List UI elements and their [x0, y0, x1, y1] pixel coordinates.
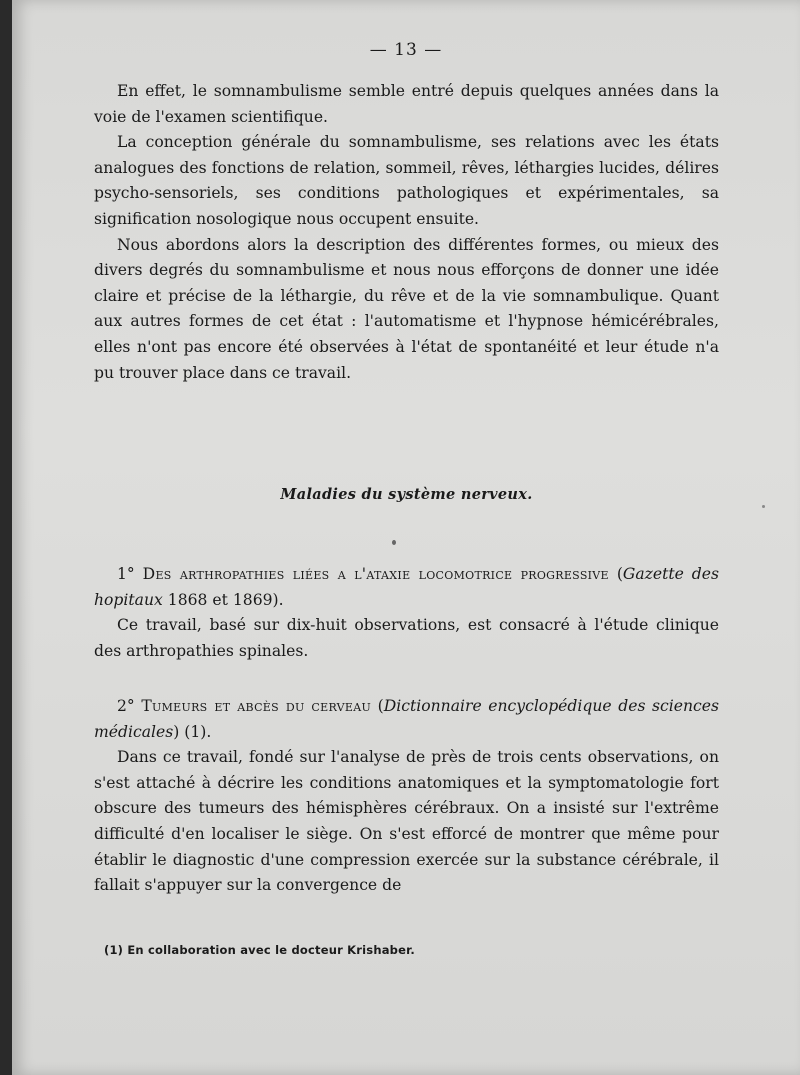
entry-source-paren: (	[616, 565, 623, 583]
entry-number: 2°	[117, 697, 135, 715]
entry-title: Des arthropathies liées a l'ataxie locomotrice progressive	[142, 565, 609, 583]
section-heading: Maladies du système nerveux.	[280, 486, 533, 503]
paragraph-formes: Nous abordons alors la description des différentes formes, ou mieux des divers degrés du somnambulisme et nous nous efforçons de donner une idée claire et précise de la léthargie, du rêve et de la vie somnambulique. Quant aux autres formes de cet état : l'automatisme et l'hypnose hémicérébrales, elles n'ont pas encore été observées à l'état de spontanéité et leur étude n'a pu trouver place dans ce travail.	[94, 235, 719, 382]
entry-arthropathies-heading	[94, 562, 719, 613]
intro-text	[94, 79, 719, 386]
entry-tumeurs-body: Dans ce travail, fondé sur l'analyse de près de trois cents observations, on s'est attaché à décrire les conditions anatomiques et la symptomatologie fort obscure des tumeurs des hémisphères cérébraux. On a insisté sur l'extrême difficulté d'en localiser le siège. On s'est efforcé de montrer que même pour établir le diagnostic d'une compression exercée sur la substance cérébrale, il fallait s'appuyer sur la convergence de	[94, 748, 719, 895]
entry-source: Gazette des hopitaux	[94, 565, 719, 609]
paragraph-conception: La conception générale du somnambulisme, ses relations avec les états analogues des fonctions de relation, sommeil, rêves, léthargies lucides, délires psycho-sensoriels, ses conditions pathologiques et expérimentales, sa signification nosologique nous occupent ensuite.	[94, 133, 719, 228]
entry-arthropathies	[94, 562, 719, 664]
entry-source-paren: (	[377, 697, 384, 715]
ink-speck	[762, 505, 765, 508]
entry-source: Dictionnaire encyclopédique des sciences médicales	[94, 697, 719, 741]
paragraph-somnambulisme-intro: En effet, le somnambulisme semble entré depuis quelques années dans la voie de l'examen scientifique.	[94, 82, 719, 126]
entry-tumeurs	[94, 694, 719, 899]
entry-source-close: )	[173, 722, 180, 741]
entry-tumeurs-heading	[94, 694, 719, 745]
entry-number: 1°	[117, 565, 135, 583]
entry-arthropathies-body: Ce travail, basé sur dix-huit observations, est consacré à l'étude clinique des arthropathies spinales.	[94, 616, 719, 660]
ink-speck	[392, 540, 396, 545]
entry-title: Tumeurs et abcès du cerveau	[141, 697, 372, 715]
book-page	[12, 0, 800, 1075]
page-number: — 13 —	[369, 40, 443, 60]
footnote: (1) En collaboration avec le docteur Krishaber.	[104, 943, 415, 957]
entry-source-years: 1868 et 1869).	[167, 590, 284, 609]
footnote-reference: (1).	[184, 722, 212, 741]
